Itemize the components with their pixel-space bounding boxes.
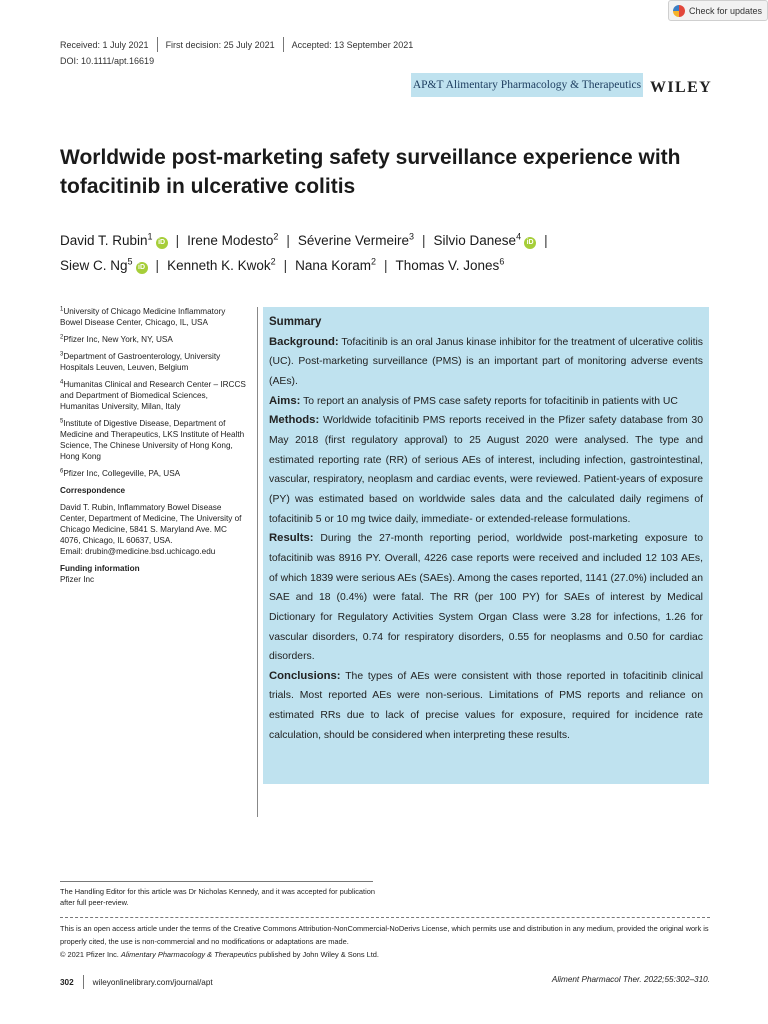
author-list (60, 228, 740, 278)
methods-text: Worldwide tofacitinib PMS reports received in the Pfizer safety database from 30 May 2018 (first regulatory approval) to 25 August 2020 were analysed. The type and estimated reporting rate (RR) of serious AEs of interest, including infection, gastrointestinal, vascular, respiratory, neoplasm and cardiac events, were reviewed. Patient-years of exposure (PY) was estimated based on worldwide sales data and the calculated daily regimens of tofacitinib 5 or 10 mg twice daily, immediate- or extended-release formulations. (269, 415, 703, 525)
author[interactable]: Nana Koram (295, 258, 371, 273)
author-affiliation-number: 4 (516, 231, 522, 242)
orcid-icon[interactable]: iD (524, 237, 536, 249)
author-separator: | (175, 233, 180, 248)
background-text: Tofacitinib is an oral Janus kinase inhibitor for the treatment of ulcerative colitis (UC). Post-marketing surveillance (PMS) is an important part of monitoring adverse events (AEs). (269, 336, 703, 387)
journal-url[interactable]: wileyonlinelibrary.com/journal/apt (92, 977, 213, 987)
summary-aims (269, 392, 703, 412)
conclusions-label: Conclusions: (269, 669, 341, 682)
affiliation-number: 5 (60, 418, 64, 425)
divider (157, 37, 158, 52)
author-separator: | (422, 233, 426, 248)
copyright-journal: Alimentary Pharmacology & Therapeutics (120, 950, 257, 959)
page-number: 302 (60, 977, 74, 987)
citation: Aliment Pharmacol Ther. 2022;55:302–310. (551, 975, 710, 984)
article-title: Worldwide post-marketing safety surveillance experience with tofacitinib in ulcerative colitis (60, 146, 681, 198)
aims-text: To report an analysis of PMS case safety reports for tofacitinib in patients with UC (303, 395, 678, 407)
correspondence-heading: Correspondence (60, 486, 126, 495)
results-label: Results: (269, 532, 314, 545)
affiliation-number: 1 (60, 306, 64, 313)
affiliation-number: 2 (60, 334, 64, 341)
affiliation (60, 418, 248, 462)
doi[interactable]: DOI: 10.1111/apt.16619 (60, 56, 155, 66)
publisher-logo: WILEY (650, 79, 713, 96)
author-separator: | (544, 233, 548, 248)
summary-box (263, 307, 709, 784)
check-for-updates-label: Check for updates (689, 5, 763, 16)
divider (83, 975, 84, 989)
author[interactable]: David T. Rubin (60, 233, 148, 248)
article-dates (60, 37, 413, 52)
copyright-prefix: © 2021 Pfizer Inc. (60, 950, 119, 959)
affiliation (60, 351, 248, 373)
received-date: Received: 1 July 2021 (60, 39, 149, 50)
summary-heading: Summary (269, 316, 322, 328)
author-separator: | (383, 258, 388, 273)
methods-label: Methods: (269, 414, 320, 427)
affiliation-text: Humanitas Clinical and Research Center – IRCCS and Department of Biomedical Sciences, Humanitas University, Milan, Italy (60, 380, 246, 411)
footnote-rule (60, 881, 373, 882)
author-affiliation-number: 6 (499, 256, 505, 267)
author-separator: | (283, 258, 288, 273)
author[interactable]: Séverine Vermeire (297, 233, 409, 248)
author[interactable]: Siew C. Ng (60, 258, 128, 273)
summary-results (269, 529, 703, 667)
column-divider (257, 307, 258, 817)
copyright-suffix: published by John Wiley & Sons Ltd. (258, 950, 379, 959)
aims-label: Aims: (269, 394, 301, 407)
summary-conclusions (269, 667, 703, 746)
funding-text: Pfizer Inc (60, 575, 95, 584)
copyright-line (60, 948, 710, 961)
journal-name-banner (411, 73, 643, 97)
handling-editor-note: The Handling Editor for this article was Dr Nicholas Kennedy, and it was accepted for publication after full peer-review. (60, 887, 375, 907)
author-separator: | (286, 233, 290, 248)
orcid-icon[interactable]: iD (136, 262, 148, 274)
page-footer (60, 975, 710, 989)
affiliation (60, 468, 248, 479)
journal-name: AP&T Alimentary Pharmacology & Therapeutics (412, 79, 642, 91)
affiliation-number: 3 (60, 351, 64, 358)
affiliation-number: 6 (60, 468, 64, 475)
author-affiliation-number: 2 (273, 231, 279, 242)
funding-heading: Funding information (60, 564, 140, 573)
background-label: Background: (269, 335, 339, 348)
affiliation-text: University of Chicago Medicine Inflammatory Bowel Disease Center, Chicago, IL, USA (60, 307, 226, 327)
affiliation-number: 4 (60, 379, 64, 386)
affiliations-list (60, 306, 248, 479)
affiliation (60, 334, 248, 345)
author-affiliation-number: 2 (370, 256, 376, 267)
author-affiliation-number: 2 (270, 256, 276, 267)
affiliation-text: Pfizer Inc, New York, NY, USA (63, 335, 173, 344)
summary-background (269, 333, 703, 392)
divider (283, 37, 284, 52)
conclusions-text: The types of AEs were consistent with those reported in tofacitinib clinical trials. Most reported AEs were non-serious. Limitations of PMS reports and reliance on estimated RRs due to lack of precise values for exposure, required for incidence rate calculation, should be considered when interpreting these results. (269, 670, 703, 741)
first-decision-date: First decision: 25 July 2021 (165, 39, 275, 50)
affiliation-text: Department of Gastroenterology, University Hospitals Leuven, Leuven, Belgium (60, 352, 221, 372)
affiliations-column (60, 306, 248, 591)
author[interactable]: Irene Modesto (187, 233, 274, 248)
author-affiliation-number: 1 (147, 231, 153, 242)
correspondence-text: David T. Rubin, Inflammatory Bowel Disease Center, Department of Medicine, The University of Chicago Medicine, 5841 S. Maryland Ave. MC 4076, Chicago, IL 60637, USA. (60, 503, 242, 545)
license-rule (60, 917, 710, 918)
license-text: This is an open access article under the terms of the Creative Commons Attribution-NonCommercial-NoDerivs License, which permits use and distribution in any medium, provided the original work is properly cited, the use is non-commercial and no modifications or adaptations are made. (60, 924, 709, 946)
crossmark-icon (673, 5, 685, 17)
affiliation (60, 379, 248, 412)
correspondence-email[interactable]: Email: drubin@medicine.bsd.uchicago.edu (60, 547, 216, 556)
accepted-date: Accepted: 13 September 2021 (291, 39, 414, 50)
affiliation (60, 306, 248, 328)
author[interactable]: Kenneth K. Kwok (167, 258, 271, 273)
author-affiliation-number: 5 (127, 256, 133, 267)
author-separator: | (155, 258, 160, 273)
author[interactable]: Thomas V. Jones (395, 258, 500, 273)
results-text: During the 27-month reporting period, worldwide post-marketing exposure to tofacitinib was 8916 PY. Overall, 4226 case reports were received and included 12 103 AEs, of which 1839 were serious AEs (SAEs). Among the cases reported, 1141 (27.0%) included an SAE and 18 (0.4%) were fatal. The RR (per 100 PY) for SAEs of interest by Medical Dictionary for Regulatory Activities System Organ Class were 3.28 for infections, 1.26 for vascular disorders, 0.74 for respiratory disorders, 0.55 for neoplasms and 0.50 for cardiac disorders. (269, 533, 704, 663)
author[interactable]: Silvio Danese (433, 233, 517, 248)
summary-methods (269, 411, 703, 529)
check-for-updates-badge[interactable] (668, 0, 768, 21)
affiliation-text: Institute of Digestive Disease, Department of Medicine and Therapeutics, LKS Institute of Health Science, The Chinese University of Hong Kong, Hong Kong (60, 419, 245, 461)
author-affiliation-number: 3 (408, 231, 414, 242)
affiliation-text: Pfizer Inc, Collegeville, PA, USA (63, 469, 181, 478)
license-notice (60, 922, 710, 961)
orcid-icon[interactable]: iD (156, 237, 168, 249)
